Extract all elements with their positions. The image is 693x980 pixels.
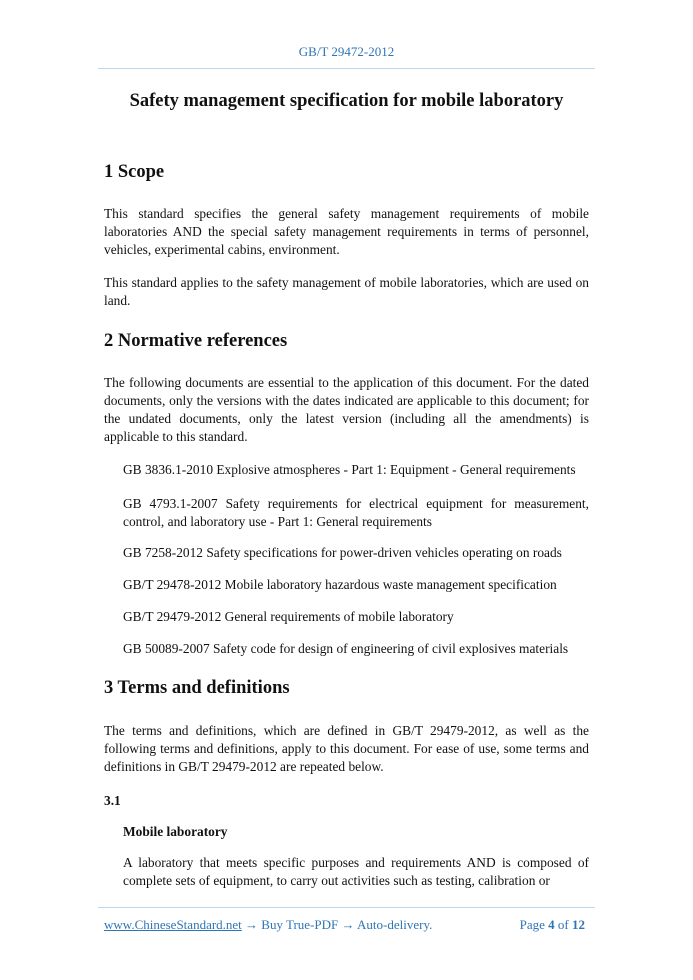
footer-link[interactable]: www.ChineseStandard.net (104, 917, 242, 932)
document-title: Safety management specification for mobile laboratory (129, 91, 564, 111)
page-indicator (520, 917, 585, 933)
section-heading-normative: 2 Normative references (104, 331, 288, 351)
of-label: of (557, 917, 569, 932)
term-name: Mobile laboratory (123, 824, 228, 839)
reference-item: GB/T 29479-2012 General requirements of mobile laboratory (123, 609, 454, 624)
footer-promo (104, 917, 432, 933)
term-definition: A laboratory that meets specific purposes and requirements AND is composed of complete sets of equipment, to carry out activities such as testing, calibration or (123, 855, 589, 888)
footer-rule (98, 907, 595, 908)
reference-item: GB 4793.1-2007 Safety requirements for electrical equipment for measurement, control, and laboratory use - Part 1: General requirements (123, 496, 589, 529)
scope-paragraph-1: This standard specifies the general safety management requirements of mobile laboratories AND the special safety management requirements in terms of personnel, vehicles, experimental cabins, environment. (104, 206, 589, 257)
reference-item: GB 7258-2012 Safety specifications for power-driven vehicles operating on roads (123, 545, 562, 560)
header-rule (98, 68, 595, 69)
reference-item: GB 3836.1-2010 Explosive atmospheres - Part 1: Equipment - General requirements (123, 462, 576, 477)
normative-paragraph: The following documents are essential to the application of this document. For the dated documents, only the versions with the dates indicated are applicable to this document; for the undated documents, only the latest version (including all the amendments) is applicable to this standard. (104, 375, 589, 444)
footer-promo-text: → Buy True-PDF → Auto-delivery. (241, 917, 433, 932)
page-label: Page (519, 917, 545, 932)
page-number: 4 (548, 917, 555, 932)
clause-number: 3.1 (104, 793, 121, 808)
reference-item: GB/T 29478-2012 Mobile laboratory hazardous waste management specification (123, 577, 557, 592)
section-heading-terms: 3 Terms and definitions (104, 678, 290, 698)
reference-item: GB 50089-2007 Safety code for design of engineering of civil explosives materials (123, 641, 569, 656)
header-doc-number: GB/T 29472-2012 (298, 44, 395, 59)
section-heading-scope: 1 Scope (104, 162, 165, 182)
page-total: 12 (572, 917, 585, 932)
scope-paragraph-2: This standard applies to the safety management of mobile laboratories, which are used on land. (104, 275, 589, 308)
terms-paragraph: The terms and definitions, which are defined in GB/T 29479-2012, as well as the following terms and definitions, apply to this document. For ease of use, some terms and definitions in GB/T 29479-2012 are repeated below. (104, 723, 589, 774)
